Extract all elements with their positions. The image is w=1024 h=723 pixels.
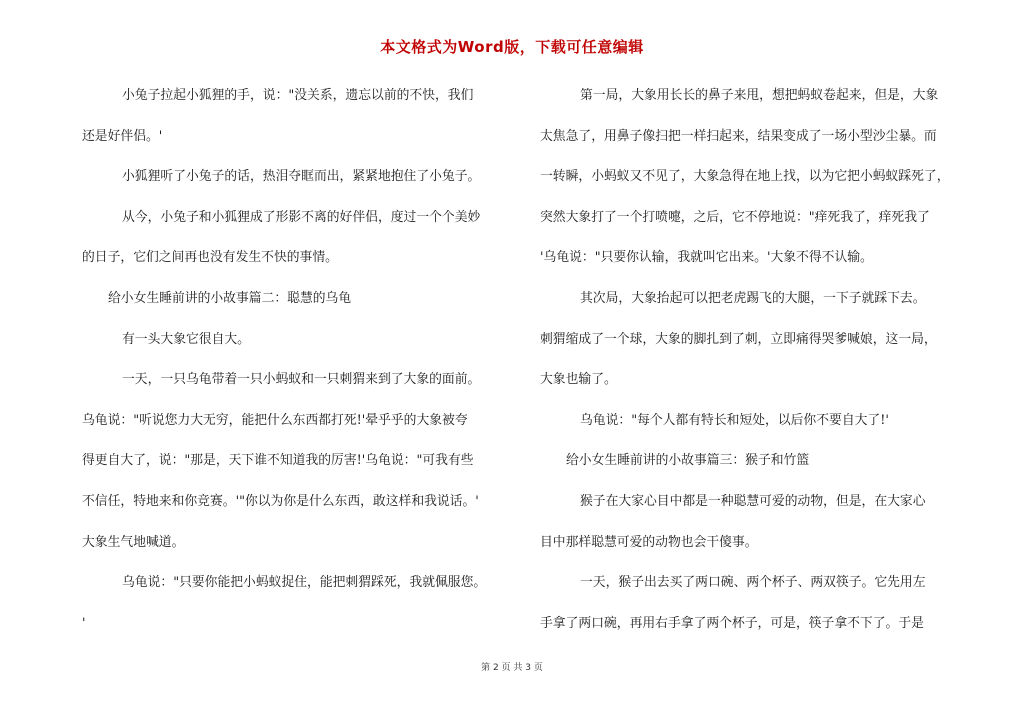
text-line: 手拿了两口碗，再用右手拿了两个杯子，可是，筷子拿不下了。于是	[540, 615, 924, 631]
text-line: '	[82, 615, 86, 631]
text-line: 大象也输了。	[540, 372, 617, 388]
text-line: 有一头大象它很自大。	[122, 331, 250, 347]
text-line: '乌龟说："只要你认输，我就叫它出来。'大象不得不认输。	[540, 250, 873, 266]
text-line: 还是好伴侣。'	[82, 128, 163, 144]
text-line: 不信任，特地来和你竞赛。'"你以为你是什么东西，敢这样和我说话。'	[82, 493, 479, 509]
text-line: 乌龟说："听说您力大无穷，能把什么东西都打死!'晕乎乎的大象被夸	[82, 412, 468, 428]
text-line: 刺猬缩成了一个球，大象的脚扎到了刺，立即痛得哭爹喊娘，这一局，	[540, 331, 937, 347]
text-line: 一天，猴子出去买了两口碗、两个杯子、两双筷子。它先用左	[580, 575, 926, 591]
section-heading: 给小女生睡前讲的小故事篇二：聪慧的乌龟	[108, 290, 352, 306]
right-column	[540, 76, 968, 644]
text-line: 第一局，大象用长长的鼻子来甩，想把蚂蚁卷起来，但是，大象	[580, 88, 939, 103]
left-column	[82, 76, 510, 644]
text-line: 小兔子拉起小狐狸的手，说："没关系，遗忘以前的不快，我们	[122, 88, 474, 103]
text-line: 乌龟说："每个人都有特长和短处，以后你不要自大了!'	[580, 412, 889, 428]
text-line: 一转瞬，小蚂蚁又不见了，大象急得在地上找，以为它把小蚂蚁踩死了，	[540, 169, 950, 185]
text-line: 从今，小兔子和小狐狸成了形影不离的好伴侣，度过一个个美妙	[122, 209, 481, 225]
text-line: 突然大象打了一个打喷嚏，之后，它不停地说："痒死我了，痒死我了	[540, 209, 930, 225]
text-line: 的日子，它们之间再也没有发生不快的事情。	[82, 250, 338, 266]
document-banner: 本文格式为Word版，下载可任意编辑	[380, 38, 644, 56]
text-line: 乌龟说："只要你能把小蚂蚁捉住，能把刺猬踩死，我就佩服您。	[122, 575, 487, 591]
page-number: 第 2 页 共 3 页	[481, 663, 543, 673]
text-line: 其次局，大象抬起可以把老虎踢飞的大腿，一下子就踩下去。	[580, 290, 926, 306]
text-line: 大象生气地喊道。	[82, 534, 185, 550]
text-line: 目中那样聪慧可爱的动物也会干傻事。	[540, 534, 758, 550]
text-line: 小狐狸听了小兔子的话，热泪夺眶而出，紧紧地抱住了小兔子。	[122, 169, 481, 185]
text-line: 一天，一只乌龟带着一只小蚂蚁和一只刺猬来到了大象的面前。	[122, 372, 481, 388]
text-line: 得更自大了，说："那是，天下谁不知道我的厉害!'乌龟说："可我有些	[82, 453, 474, 469]
section-heading: 给小女生睡前讲的小故事篇三：猴子和竹篮	[566, 453, 810, 469]
text-line: 猴子在大家心目中都是一种聪慧可爱的动物，但是，在大家心	[580, 493, 926, 509]
text-line: 太焦急了，用鼻子像扫把一样扫起来，结果变成了一场小型沙尘暴。而	[540, 128, 937, 144]
